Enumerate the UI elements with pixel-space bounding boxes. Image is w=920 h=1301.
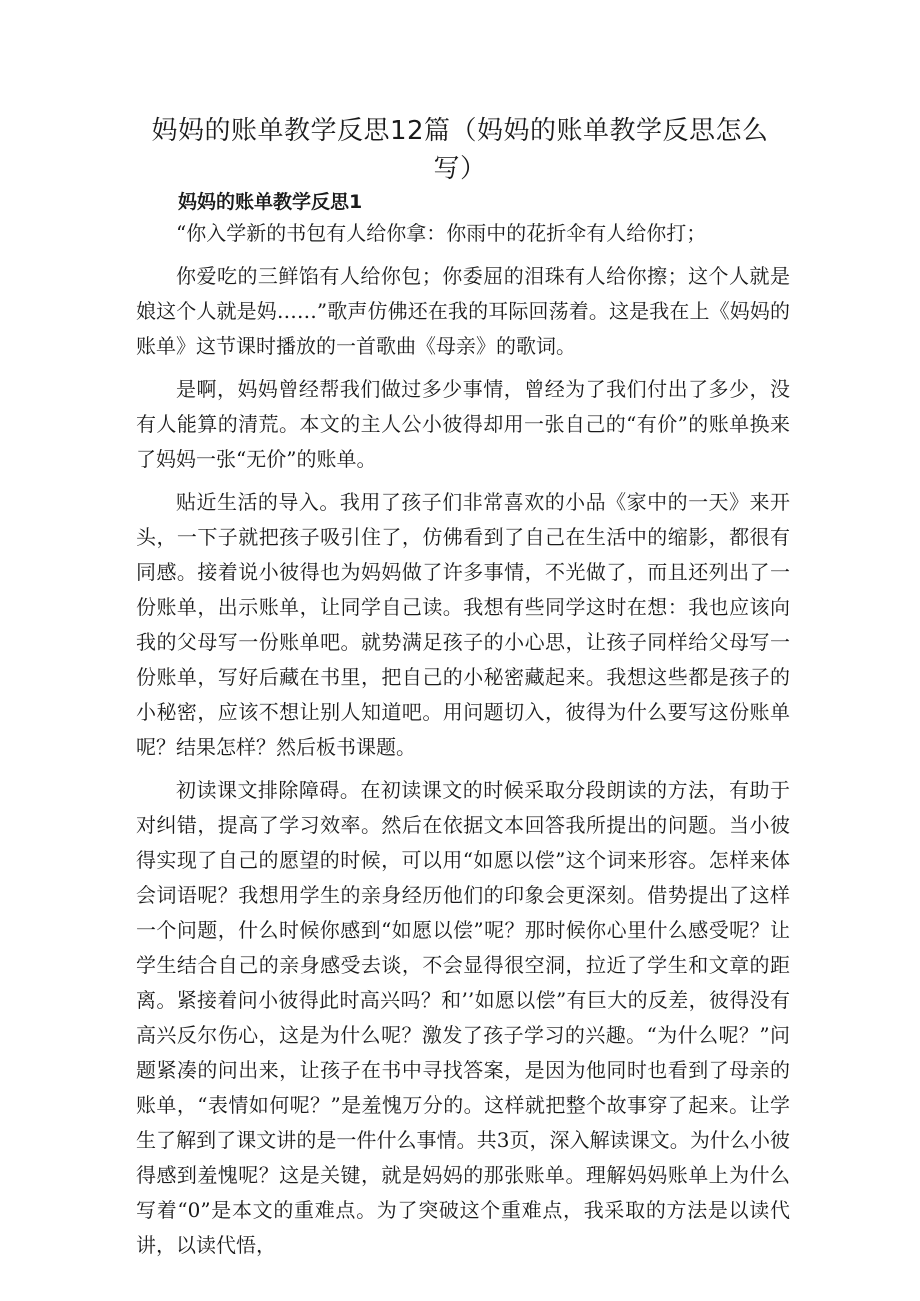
paragraph: 贴近生活的导入。我用了孩子们非常喜欢的小品《家中的一天》来开头，一下子就把孩子吸引住了，仿佛看到了自己在生活中的缩影，都很有同感。接着说小彼得也为妈妈做了许多事情，不光做了，而且还列出了一份账单，出示账单，让同学自己读。我想有些同学这时在想：我也应该向我的父母写一份账单吧。就势满足孩子的小心思，让孩子同样给父母写一份账单，写好后藏在书里，把自己的小秘密藏起来。我想这些都是孩子的小秘密，应该不想让别人知道吧。用问题切入，彼得为什么要写这份账单呢？结果怎样？然后板书课题。 bbox=[136, 490, 790, 759]
document-title: 妈妈的账单教学反思12篇（妈妈的账单教学反思怎么写） bbox=[151, 116, 769, 184]
paragraph: 你爱吃的三鲜馅有人给你包；你委屈的泪珠有人给你擦；这个人就是娘这个人就是妈……”歌声仿佛还在我的耳际回荡着。这是我在上《妈妈的账单》这节课时播放的一首歌曲《母亲》的歌词。 bbox=[136, 264, 790, 358]
paragraph: 初读课文排除障碍。在初读课文的时候采取分段朗读的方法，有助于对纠错，提高了学习效率。然后在依据文本回答我所提出的问题。当小彼得实现了自己的愿望的时候，可以用“如愿以偿”这个词来形容。怎样来体会词语呢？我想用学生的亲身经历他们的印象会更深刻。借势提出了这样一个问题，什么时候你感到“如愿以偿”呢？那时候你心里什么感受呢？让学生结合自己的亲身感受去谈，不会显得很空洞，拉近了学生和文章的距离。紧接着问小彼得此时高兴吗？和’’如愿以偿”有巨大的反差，彼得没有高兴反尔伤心，这是为什么呢？激发了孩子学习的兴趣。“为什么呢？”问题紧凑的问出来，让孩子在书中寻找答案，是因为他同时也看到了母亲的账单，“表情如何呢？”是羞愧万分的。这样就把整个故事穿了起来。让学生了解到了课文讲的是一件什么事情。共3页，深入解读课文。为什么小彼得感到羞愧呢？这是关键，就是妈妈的那张账单。理解妈妈账单上为什么写着“0”是本文的重难点。为了突破这个重难点，我采取的方法是以读代讲，以读代悟， bbox=[136, 778, 790, 1257]
paragraph: 是啊，妈妈曾经帮我们做过多少事情，曾经为了我们付出了多少，没有人能算的清荒。本文的主人公小彼得却用一张自己的“有价”的账单换来了妈妈一张“无价”的账单。 bbox=[136, 377, 790, 471]
paragraph: “你入学新的书包有人给你拿：你雨中的花折伞有人给你打； bbox=[176, 221, 707, 245]
section-heading: 妈妈的账单教学反思1 bbox=[178, 191, 363, 213]
document-body bbox=[136, 216, 790, 1271]
